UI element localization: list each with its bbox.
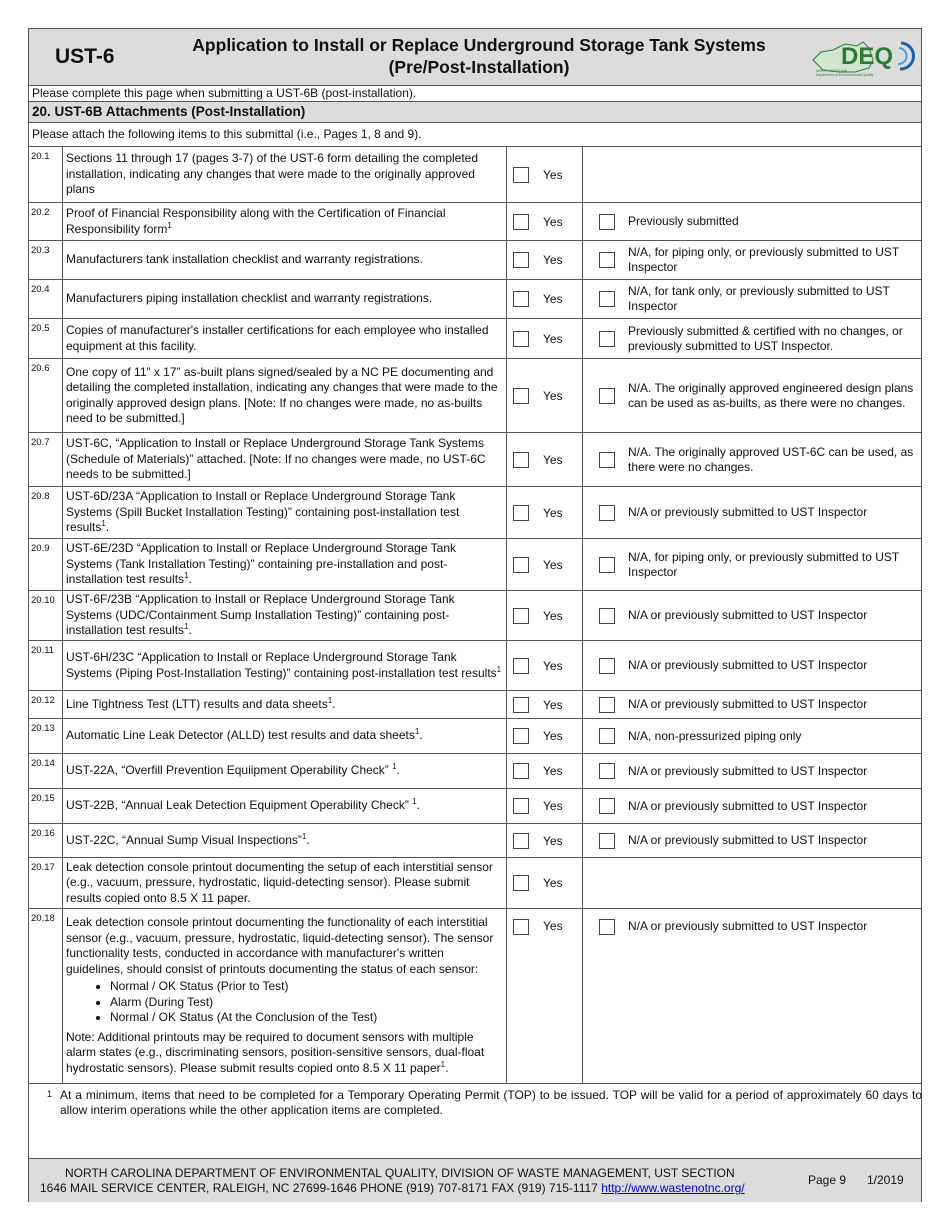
item-description [63, 319, 507, 358]
yes-label: Yes [543, 214, 563, 229]
yes-checkbox[interactable] [513, 557, 529, 573]
item-description [63, 824, 507, 857]
yes-label: Yes [543, 608, 563, 623]
alternate-label: N/A, for piping only, or previously submitted to UST Inspector [628, 245, 900, 274]
item-description [63, 591, 507, 640]
item-description [63, 241, 507, 279]
table-row [29, 824, 921, 858]
item-description-content [66, 592, 503, 639]
alternate-option[interactable] [583, 539, 921, 590]
item-description-tail: . [332, 696, 336, 711]
alternate-option[interactable] [583, 433, 921, 486]
alternate-option[interactable] [583, 691, 921, 718]
yes-option[interactable] [507, 719, 583, 753]
item-description-text: Leak detection console printout documenting the functionality of each interstitial sensor (e.g., vacuum, pressure, hydrostatic, liquid-detecting sensor). The sensor functionality tests, conducted in accordance with manufacturer's written guidelines, should consist of printouts documenting the status of each sensor: [66, 915, 494, 976]
form-title-line2: (Pre/Post-Installation) [388, 57, 570, 77]
yes-label: Yes [543, 505, 563, 520]
table-row [29, 719, 921, 754]
footnote-ref: 1 [184, 622, 189, 632]
yes-label: Yes [543, 658, 563, 673]
yes-label: Yes [543, 167, 563, 182]
yes-checkbox[interactable] [513, 919, 529, 935]
alternate-option [583, 147, 921, 202]
logo-subtitle-1: NORTH CAROLINA [816, 69, 848, 73]
alternate-checkbox[interactable] [599, 452, 615, 468]
table-row [29, 858, 921, 909]
item-description-tail: . [419, 728, 423, 743]
alternate-checkbox[interactable] [599, 798, 615, 814]
form-id: UST-6 [55, 45, 115, 68]
yes-option[interactable] [507, 433, 583, 486]
item-description-tail: . [306, 832, 310, 847]
item-description-text: Manufacturers piping installation checklist and warranty registrations. [66, 291, 433, 306]
item-description-text: UST-22C, “Annual Sump Visual Inspections” [66, 832, 302, 847]
table-row [29, 433, 921, 487]
yes-checkbox[interactable] [513, 658, 529, 674]
yes-checkbox[interactable] [513, 798, 529, 814]
intro-text: Please complete this page when submitting a UST-6B (post-installation). [29, 85, 921, 102]
yes-option[interactable] [507, 909, 583, 1083]
item-description-content [66, 650, 503, 681]
alternate-option [583, 858, 921, 908]
footnote-ref: 1 [414, 727, 420, 737]
yes-checkbox[interactable] [513, 505, 529, 521]
revision-date: 1/2019 [867, 1173, 904, 1187]
instruction-text: Please attach the following items to this submittal (i.e., Pages 1, 8 and 9). [29, 123, 921, 147]
alternate-option[interactable] [583, 641, 921, 690]
item-number: 20.5 [29, 319, 63, 358]
footnote-ref: 1 [167, 220, 172, 230]
alternate-checkbox[interactable] [599, 919, 615, 935]
table-row [29, 359, 921, 433]
form-title-line1: Application to Install or Replace Underground Storage Tank Systems [192, 35, 766, 55]
alternate-checkbox[interactable] [599, 291, 615, 307]
yes-option[interactable] [507, 591, 583, 640]
item-description-text: UST-6D/23A “Application to Install or Replace Underground Storage Tank Systems (Spill Bucket Installation Testing)” containing post-installation test results [66, 489, 460, 535]
page-footer [29, 1158, 921, 1202]
section-title: 20. UST-6B Attachments (Post-Installation) [29, 102, 921, 123]
alternate-label: N/A or previously submitted to UST Inspector [628, 798, 868, 813]
alternate-label: N/A or previously submitted to UST Inspector [628, 697, 868, 711]
item-description-content [66, 833, 310, 849]
yes-option[interactable] [507, 691, 583, 718]
item-description-text: Sections 11 through 17 (pages 3-7) of the UST-6 form detailing the completed installation, indicating any changes that were made to the originally approved plans [66, 151, 479, 197]
yes-label: Yes [543, 557, 563, 572]
alternate-label: N/A or previously submitted to UST Inspector [628, 763, 868, 778]
table-row [29, 487, 921, 539]
alternate-option[interactable] [583, 319, 921, 358]
yes-label: Yes [543, 253, 563, 267]
item-description-content [66, 436, 503, 483]
yes-label: Yes [543, 876, 563, 890]
yes-option[interactable] [507, 487, 583, 538]
yes-label: Yes [543, 388, 563, 403]
yes-option[interactable] [507, 147, 583, 202]
table-row [29, 691, 921, 719]
alternate-option[interactable] [583, 909, 921, 1083]
item-description [63, 754, 507, 788]
footnote-ref: 1 [440, 1059, 446, 1069]
yes-option[interactable] [507, 754, 583, 788]
item-number: 20.6 [29, 359, 63, 432]
alternate-label: N/A, for tank only, or previously submitted to UST Inspector [628, 284, 890, 313]
item-number: 20.15 [29, 789, 63, 823]
alternate-checkbox[interactable] [599, 697, 615, 713]
status-list-item: • Alarm (During Test) [110, 995, 503, 1011]
item-number: 20.13 [29, 719, 63, 753]
page-number: Page 9 [808, 1173, 847, 1187]
footnote-ref: 1 [184, 571, 189, 581]
item-number: 20.8 [29, 487, 63, 538]
item-description [63, 789, 507, 823]
footnote-ref: 1 [301, 831, 307, 841]
alternate-option[interactable] [583, 789, 921, 823]
alternate-checkbox[interactable] [599, 763, 615, 779]
yes-label: Yes [543, 799, 563, 813]
yes-option[interactable] [507, 641, 583, 690]
item-number: 20.14 [29, 754, 63, 788]
status-list [66, 979, 503, 1026]
yes-label: Yes [543, 764, 563, 778]
footnote-ref: 1 [496, 664, 502, 674]
footnote [29, 1086, 921, 1158]
status-list-item: • Normal / OK Status (At the Conclusion of the Test) [110, 1010, 503, 1026]
alternate-checkbox[interactable] [599, 658, 615, 674]
item-description-tail: . [416, 798, 420, 813]
yes-checkbox[interactable] [513, 291, 529, 307]
yes-option[interactable] [507, 241, 583, 279]
footnote-mark: 1 [47, 1089, 53, 1099]
table-row [29, 641, 921, 691]
yes-checkbox[interactable] [513, 167, 529, 183]
item-description-text: Manufacturers tank installation checklist and warranty registrations. [66, 252, 423, 267]
item-number: 20.2 [29, 203, 63, 240]
footer-address: 1646 MAIL SERVICE CENTER, RALEIGH, NC 27699-1646 PHONE (919) 707-8171 FAX (919) 715-1117 [40, 1181, 598, 1195]
yes-checkbox[interactable] [513, 331, 529, 347]
yes-checkbox[interactable] [513, 388, 529, 404]
yes-checkbox[interactable] [513, 214, 529, 230]
item-description [63, 858, 507, 908]
alternate-label: N/A. The originally approved engineered design plans can be used as as-builts, as there were no changes. [628, 380, 914, 410]
table-row [29, 754, 921, 789]
item-number: 20.11 [29, 641, 63, 690]
item-description-content [66, 291, 432, 307]
item-number: 20.10 [29, 591, 63, 640]
item-description-content [66, 697, 336, 713]
yes-label: Yes [543, 331, 563, 346]
item-description-content [66, 365, 503, 427]
alternate-option[interactable] [583, 359, 921, 432]
alternate-option[interactable] [583, 241, 921, 279]
item-description [63, 203, 507, 240]
item-description-text: One copy of 11” x 17” as-built plans signed/sealed by a NC PE documenting and detailing the completed installation, indicating any changes that were made to the originally approved design plans. [Note: If no changes were made, no as-builts need to be submitted.] [66, 364, 498, 425]
alternate-label: Previously submitted [628, 214, 739, 228]
alternate-option[interactable] [583, 203, 921, 240]
yes-checkbox[interactable] [513, 728, 529, 744]
yes-checkbox[interactable] [513, 697, 529, 713]
table-row [29, 591, 921, 641]
item-number: 20.12 [29, 691, 63, 718]
item-description [63, 487, 507, 538]
table-row [29, 280, 921, 319]
alternate-checkbox[interactable] [599, 833, 615, 849]
logo-text: DEQ [841, 43, 894, 70]
item-description-text: Copies of manufacturer's installer certifications for each employee who installed equipment at this facility. [66, 323, 489, 353]
yes-option[interactable] [507, 203, 583, 240]
item-description [63, 691, 507, 718]
item-description-content [66, 915, 503, 1076]
yes-checkbox[interactable] [513, 608, 529, 624]
table-row [29, 203, 921, 241]
table-row [29, 319, 921, 359]
deq-logo [811, 34, 919, 78]
item-description-tail: . [396, 763, 400, 778]
item-number: 20.17 [29, 858, 63, 908]
footer-contact [40, 1181, 745, 1195]
footnote-text: At a minimum, items that need to be completed for a Temporary Operating Permit (TOP) to be issued. TOP will be valid for a period of approximately 60 days to allow interim operations while the other application items are completed. [60, 1088, 922, 1117]
item-description-content [66, 860, 503, 907]
yes-checkbox[interactable] [513, 875, 529, 891]
alternate-label: N/A or previously submitted to UST Inspector [628, 833, 868, 847]
item-number: 20.18 [29, 909, 63, 1083]
item-number: 20.7 [29, 433, 63, 486]
alternate-label: N/A or previously submitted to UST Inspector [628, 658, 868, 672]
table-row [29, 789, 921, 824]
alternate-checkbox[interactable] [599, 388, 615, 404]
yes-label: Yes [543, 452, 563, 467]
alternate-label: N/A, non-pressurized piping only [628, 728, 802, 743]
item-note-text: Note: Additional printouts may be required to document sensors with multiple alarm states (e.g., discriminating sensors, position-sensitive sensors, dual-float hydrostatic sensors). Please submit results copied onto 8.5 X 11 paper [66, 1029, 485, 1075]
item-description-content [66, 763, 400, 779]
alternate-label: N/A, for piping only, or previously submitted to UST Inspector [628, 549, 900, 579]
item-number: 20.16 [29, 824, 63, 857]
yes-option[interactable] [507, 789, 583, 823]
item-number: 20.1 [29, 147, 63, 202]
item-description-tail: . [188, 572, 192, 587]
alternate-option[interactable] [583, 754, 921, 788]
item-description [63, 433, 507, 486]
item-description [63, 909, 507, 1083]
item-description [63, 359, 507, 432]
item-description-text: Line Tightness Test (LTT) results and data sheets [66, 696, 328, 711]
item-description [63, 641, 507, 690]
alternate-checkbox[interactable] [599, 608, 615, 624]
item-number: 20.3 [29, 241, 63, 279]
item-description [63, 539, 507, 590]
item-note [66, 1030, 503, 1077]
form-header [29, 29, 921, 86]
item-number: 20.4 [29, 280, 63, 318]
item-description-text: UST-22A, “Overfill Prevention Equiipment Operability Check” [66, 763, 393, 778]
item-description-text: Leak detection console printout documenting the setup of each interstitial sensor (e.g., vacuum, pressure, hydrostatic, liquid-detecting sensor). Please submit results copied onto 8.5 X 11 paper. [66, 859, 493, 905]
yes-checkbox[interactable] [513, 833, 529, 849]
yes-label: Yes [543, 919, 563, 933]
yes-option[interactable] [507, 280, 583, 318]
alternate-option[interactable] [583, 719, 921, 753]
item-description-text: Proof of Financial Responsibility along with the Certification of Financial Responsibility form [66, 206, 446, 236]
item-description-text: UST-6C, “Application to Install or Replace Underground Storage Tank Systems (Schedule of Materials)” attached. [Note: If no changes were made, no UST-6C needs to be submitted.] [66, 436, 486, 482]
table-row [29, 909, 921, 1084]
footnote-ref: 1 [327, 695, 333, 705]
item-description-content [66, 151, 503, 198]
alternate-label: N/A or previously submitted to UST Inspector [628, 608, 868, 622]
yes-checkbox[interactable] [513, 252, 529, 268]
alternate-option[interactable] [583, 280, 921, 318]
alternate-checkbox[interactable] [599, 728, 615, 744]
alternate-checkbox[interactable] [599, 557, 615, 573]
form-page [28, 28, 922, 1202]
yes-option[interactable] [507, 858, 583, 908]
alternate-checkbox[interactable] [599, 505, 615, 521]
yes-label: Yes [543, 833, 563, 848]
status-list-item: • Normal / OK Status (Prior to Test) [110, 979, 503, 995]
yes-option[interactable] [507, 824, 583, 857]
item-description-text: UST-6E/23D “Application to Install or Replace Underground Storage Tank Systems (Tank Installation Testing)” containing pre-installation and post-installation test results [66, 541, 456, 587]
item-description-content [66, 728, 423, 744]
alternate-label: Previously submitted & certified with no changes, or previously submitted to UST Inspector. [628, 323, 903, 353]
footnote-ref: 1 [392, 762, 397, 772]
alternate-label: N/A or previously submitted to UST Inspector [628, 505, 868, 519]
item-description-content [66, 323, 503, 354]
yes-label: Yes [543, 729, 563, 743]
footer-agency: NORTH CAROLINA DEPARTMENT OF ENVIRONMENTAL QUALITY, DIVISION OF WASTE MANAGEMENT, UST SECTION [65, 1166, 735, 1180]
alternate-label: N/A or previously submitted to UST Inspector [628, 919, 868, 933]
logo-subtitle-2: Department of Environmental Quality [816, 73, 874, 77]
footnote-ref: 1 [412, 797, 417, 807]
yes-option[interactable] [507, 319, 583, 358]
alternate-label: N/A. The originally approved UST-6C can be used, as there were no changes. [628, 444, 914, 474]
table-row [29, 539, 921, 591]
item-description-content [66, 252, 423, 268]
item-description-text: UST-6F/23B “Application to Install or Replace Underground Storage Tank Systems (UDC/Containment Sump Installation Testing)” containing post-installation test results [66, 592, 455, 638]
item-description-content [66, 541, 503, 588]
footnote-ref: 1 [101, 519, 106, 529]
item-description [63, 280, 507, 318]
item-description-text: UST-6H/23C “Application to Install or Replace Underground Storage Tank Systems (Piping Post-Installation Testing)” containing post-installation test results [66, 650, 497, 680]
item-description-text: UST-22B, “Annual Leak Detection Equipment Operability Check” [66, 798, 413, 813]
alternate-checkbox[interactable] [599, 214, 615, 230]
yes-checkbox[interactable] [513, 452, 529, 468]
form-title [149, 34, 809, 78]
alternate-option[interactable] [583, 824, 921, 857]
item-number: 20.9 [29, 539, 63, 590]
item-description-tail: . [188, 623, 192, 638]
yes-label: Yes [543, 292, 563, 306]
yes-checkbox[interactable] [513, 763, 529, 779]
item-description-tail: . [105, 520, 110, 535]
item-description [63, 147, 507, 202]
item-description-content [66, 798, 420, 814]
footer-url-link[interactable]: http://www.wastenotnc.org/ [601, 1181, 745, 1195]
alternate-option[interactable] [583, 487, 921, 538]
yes-label: Yes [543, 697, 563, 712]
table-row [29, 147, 921, 203]
item-description-content [66, 489, 503, 536]
alternate-option[interactable] [583, 591, 921, 640]
item-description-content [66, 206, 503, 237]
item-note-tail: . [445, 1060, 449, 1075]
yes-option[interactable] [507, 359, 583, 432]
alternate-checkbox[interactable] [599, 331, 615, 347]
alternate-checkbox[interactable] [599, 252, 615, 268]
item-description [63, 719, 507, 753]
table-row [29, 241, 921, 280]
item-description-text: Automatic Line Leak Detector (ALLD) test results and data sheets [66, 728, 415, 743]
yes-option[interactable] [507, 539, 583, 590]
